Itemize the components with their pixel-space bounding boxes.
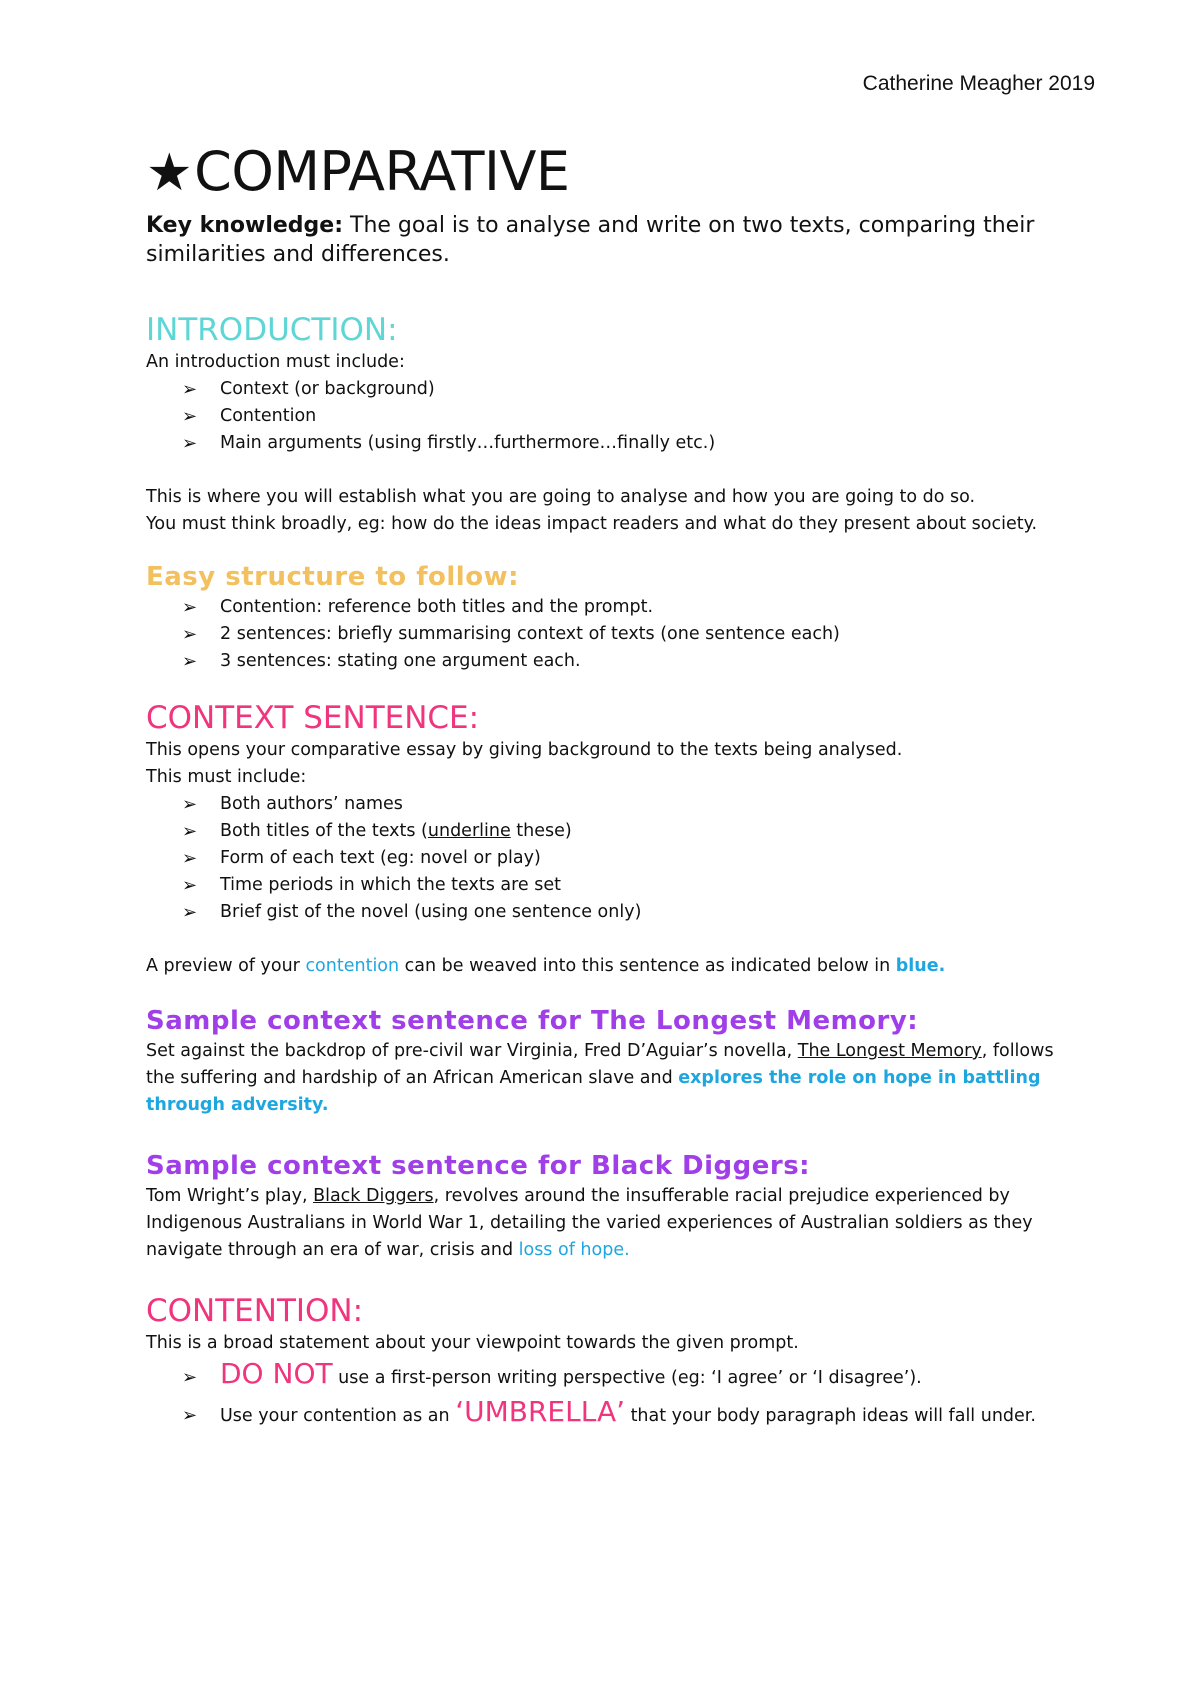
list-item: ➢ Contention <box>182 403 1086 430</box>
list-item: ➢ Both authors’ names <box>182 791 1086 818</box>
arrow-bullet-icon: ➢ <box>182 406 198 427</box>
list-item: ➢ 3 sentences: stating one argument each. <box>182 648 1086 675</box>
introduction-paragraph-1: This is where you will establish what you are going to analyse and how you are going to do so. <box>146 487 976 507</box>
arrow-bullet-icon: ➢ <box>182 794 198 815</box>
key-knowledge <box>146 211 1086 269</box>
contention-lead: This is a broad statement about your viewpoint towards the given prompt. <box>146 1333 799 1353</box>
context-list <box>146 791 1086 926</box>
list-item: ➢ Use your contention as an ‘UMBRELLA’ that your body paragraph ideas will fall under. <box>182 1395 1086 1433</box>
introduction-heading: INTRODUCTION: <box>146 312 398 348</box>
sample-black-diggers-text: Tom Wright’s play, Black Diggers, revolves around the insufferable racial prejudice experienced by Indigenous Australians in World War 1, detailing the varied experiences of Australian soldiers as they navigate through an era of war, crisis and loss of hope. <box>146 1186 1033 1260</box>
key-knowledge-label: Key knowledge: <box>146 213 343 238</box>
context-sentence-heading: CONTEXT SENTENCE: <box>146 700 480 736</box>
arrow-bullet-icon: ➢ <box>182 1405 198 1426</box>
arrow-bullet-icon: ➢ <box>182 624 198 645</box>
arrow-bullet-icon: ➢ <box>182 433 198 454</box>
contention-list <box>146 1357 1086 1433</box>
sample-longest-memory-heading: Sample context sentence for The Longest Memory: <box>146 1006 919 1036</box>
arrow-bullet-icon: ➢ <box>182 848 198 869</box>
context-lead-1: This opens your comparative essay by giving background to the texts being analysed. <box>146 740 903 760</box>
arrow-bullet-icon: ➢ <box>182 821 198 842</box>
list-item: ➢ Main arguments (using firstly…furthermore…finally etc.) <box>182 430 1086 457</box>
arrow-bullet-icon: ➢ <box>182 597 198 618</box>
arrow-bullet-icon: ➢ <box>182 875 198 896</box>
arrow-bullet-icon: ➢ <box>182 379 198 400</box>
introduction-lead: An introduction must include: <box>146 352 405 372</box>
easy-structure-list <box>146 594 1086 675</box>
introduction-paragraph-2: You must think broadly, eg: how do the ideas impact readers and what do they present about society. <box>146 514 1038 534</box>
list-item: ➢ Brief gist of the novel (using one sentence only) <box>182 899 1086 926</box>
list-item: ➢ DO NOT use a first-person writing perspective (eg: ‘I agree’ or ‘I disagree’). <box>182 1357 1086 1395</box>
arrow-bullet-icon: ➢ <box>182 902 198 923</box>
introduction-list <box>146 376 1086 457</box>
list-item: ➢ 2 sentences: briefly summarising context of texts (one sentence each) <box>182 621 1086 648</box>
list-item: ➢ Form of each text (eg: novel or play) <box>182 845 1086 872</box>
list-item: ➢ Context (or background) <box>182 376 1086 403</box>
context-preview: A preview of your contention can be weaved into this sentence as indicated below in blue. <box>146 956 946 976</box>
key-knowledge-text: The goal is to analyse and write on two texts, comparing their similarities and differences. <box>146 213 1035 267</box>
page-title <box>146 140 1086 205</box>
easy-structure-heading: Easy structure to follow: <box>146 562 519 592</box>
star-icon: ★ <box>146 143 193 203</box>
page-title-text: COMPARATIVE <box>194 140 570 203</box>
author-line: Catherine Meagher 2019 <box>862 72 1095 95</box>
list-item: ➢ Time periods in which the texts are set <box>182 872 1086 899</box>
list-item: ➢ Contention: reference both titles and the prompt. <box>182 594 1086 621</box>
arrow-bullet-icon: ➢ <box>182 1367 198 1388</box>
list-item: ➢ Both titles of the texts (underline these) <box>182 818 1086 845</box>
sample-black-diggers-heading: Sample context sentence for Black Diggers: <box>146 1151 811 1181</box>
document-body <box>146 140 1086 1433</box>
sample-longest-memory-text: Set against the backdrop of pre-civil war Virginia, Fred D’Aguiar’s novella, The Longest Memory, follows the suffering and hardship of an African American slave and explores the role on hope in battling through adversity. <box>146 1041 1054 1115</box>
contention-heading: CONTENTION: <box>146 1293 364 1329</box>
context-lead-2: This must include: <box>146 767 307 787</box>
arrow-bullet-icon: ➢ <box>182 651 198 672</box>
